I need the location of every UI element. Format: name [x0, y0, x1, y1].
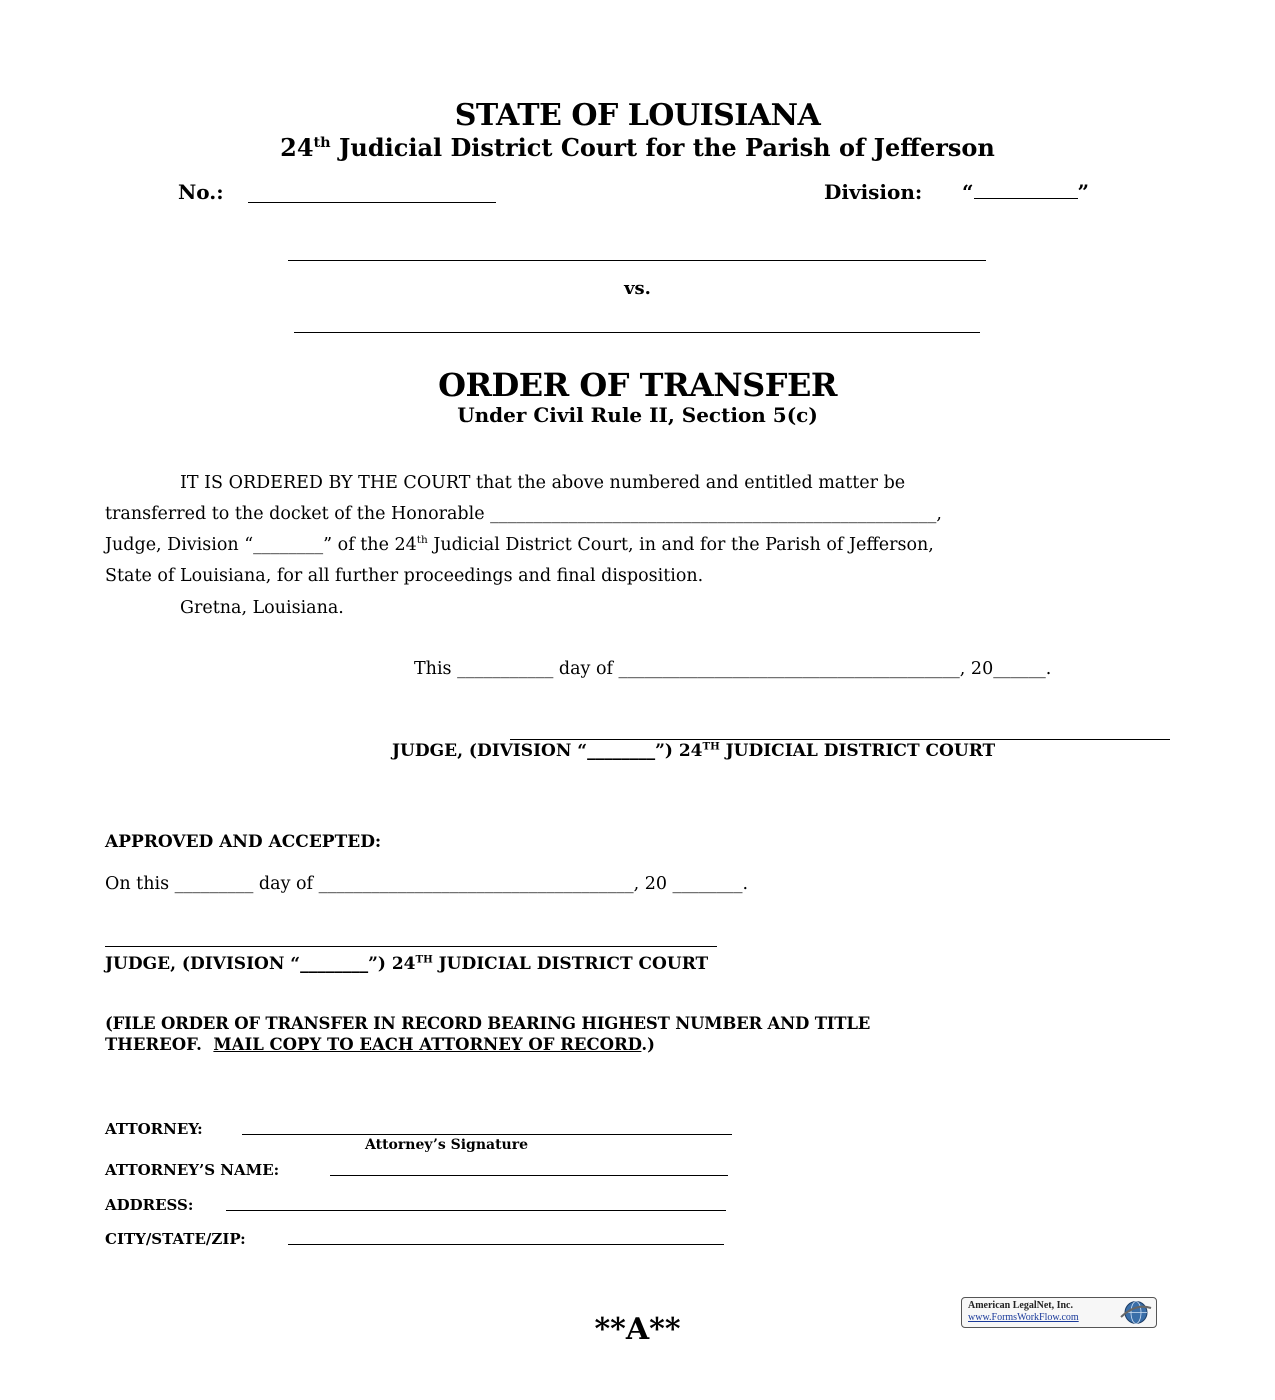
- judge-label-ordinal: TH: [702, 740, 720, 753]
- judge-signature-line[interactable]: [510, 739, 1170, 740]
- plaintiff-line[interactable]: [288, 260, 986, 261]
- body-line-3-start: Judge, Division “________” of the 24: [105, 535, 417, 555]
- defendant-line[interactable]: [294, 332, 980, 333]
- court-name: Judicial District Court for the Parish of Jefferson: [330, 133, 995, 162]
- approved-signature-label: [105, 954, 708, 974]
- body-line-3-end: Judicial District Court, in and for the Parish of Jefferson,: [427, 535, 934, 555]
- division-blank[interactable]: [974, 198, 1078, 199]
- order-date-line[interactable]: This ___________ day of _______________________________________, 20______.: [414, 659, 1052, 679]
- approved-date-line[interactable]: On this _________ day of ____________________________________, 20 ________.: [105, 874, 749, 894]
- division-value: “ ”: [962, 180, 1090, 204]
- attorney-name-label: ATTORNEY’S NAME:: [105, 1161, 280, 1179]
- attorney-signature-caption: Attorney’s Signature: [365, 1137, 529, 1153]
- case-number-label: No.:: [178, 180, 224, 204]
- attorney-label: ATTORNEY:: [105, 1120, 203, 1138]
- body-line-2: transferred to the docket of the Honorable ___________________________________________________,: [105, 504, 942, 524]
- instructions-mail-copy: MAIL COPY TO EACH ATTORNEY OF RECORD: [213, 1035, 642, 1054]
- court-ordinal-suffix: th: [313, 134, 331, 151]
- instructions-line-1: (FILE ORDER OF TRANSFER IN RECORD BEARING HIGHEST NUMBER AND TITLE: [105, 1014, 871, 1033]
- versus-text: vs.: [624, 278, 651, 299]
- approved-heading: APPROVED AND ACCEPTED:: [105, 832, 382, 852]
- attorney-signature-line[interactable]: [242, 1134, 732, 1135]
- body-line-4: State of Louisiana, for all further proceedings and final disposition.: [105, 566, 704, 586]
- case-number-blank[interactable]: [248, 202, 496, 203]
- logo-company-name: American LegalNet, Inc.: [968, 1300, 1073, 1311]
- body-line-5: Gretna, Louisiana.: [180, 598, 344, 618]
- approved-signature-line[interactable]: [105, 946, 717, 947]
- american-legalnet-logo[interactable]: [961, 1297, 1157, 1328]
- instructions-line-2: [105, 1035, 655, 1054]
- address-line[interactable]: [226, 1210, 726, 1211]
- approved-label-ordinal: TH: [415, 953, 433, 966]
- address-label: ADDRESS:: [105, 1196, 194, 1214]
- city-state-zip-label: CITY/STATE/ZIP:: [105, 1230, 246, 1248]
- instructions-end: .): [641, 1035, 655, 1054]
- approved-label-end: JUDICIAL DISTRICT COURT: [432, 954, 709, 974]
- body-line-3: [105, 535, 934, 555]
- order-title: ORDER OF TRANSFER: [438, 366, 837, 404]
- form-mark: **A**: [594, 1312, 681, 1347]
- city-state-zip-line[interactable]: [288, 1244, 724, 1245]
- globe-icon: [1118, 1299, 1154, 1326]
- court-title: [0, 133, 1275, 162]
- state-title: STATE OF LOUISIANA: [454, 98, 821, 133]
- division-label: Division:: [824, 180, 923, 204]
- logo-website-link[interactable]: www.FormsWorkFlow.com: [968, 1312, 1079, 1323]
- approved-label-start: JUDGE, (DIVISION “________”) 24: [105, 954, 416, 974]
- court-ordinal: 24: [280, 133, 314, 162]
- body-line-1: IT IS ORDERED BY THE COURT that the above numbered and entitled matter be: [180, 473, 906, 493]
- instructions-start: THEREOF.: [105, 1035, 214, 1054]
- order-subtitle: Under Civil Rule II, Section 5(c): [457, 403, 818, 427]
- judge-label-start: JUDGE, (DIVISION “________”) 24: [392, 741, 703, 761]
- body-line-3-ordinal: th: [416, 534, 428, 547]
- judge-signature-label: [392, 741, 995, 761]
- judge-label-end: JUDICIAL DISTRICT COURT: [719, 741, 996, 761]
- attorney-name-line[interactable]: [330, 1175, 728, 1176]
